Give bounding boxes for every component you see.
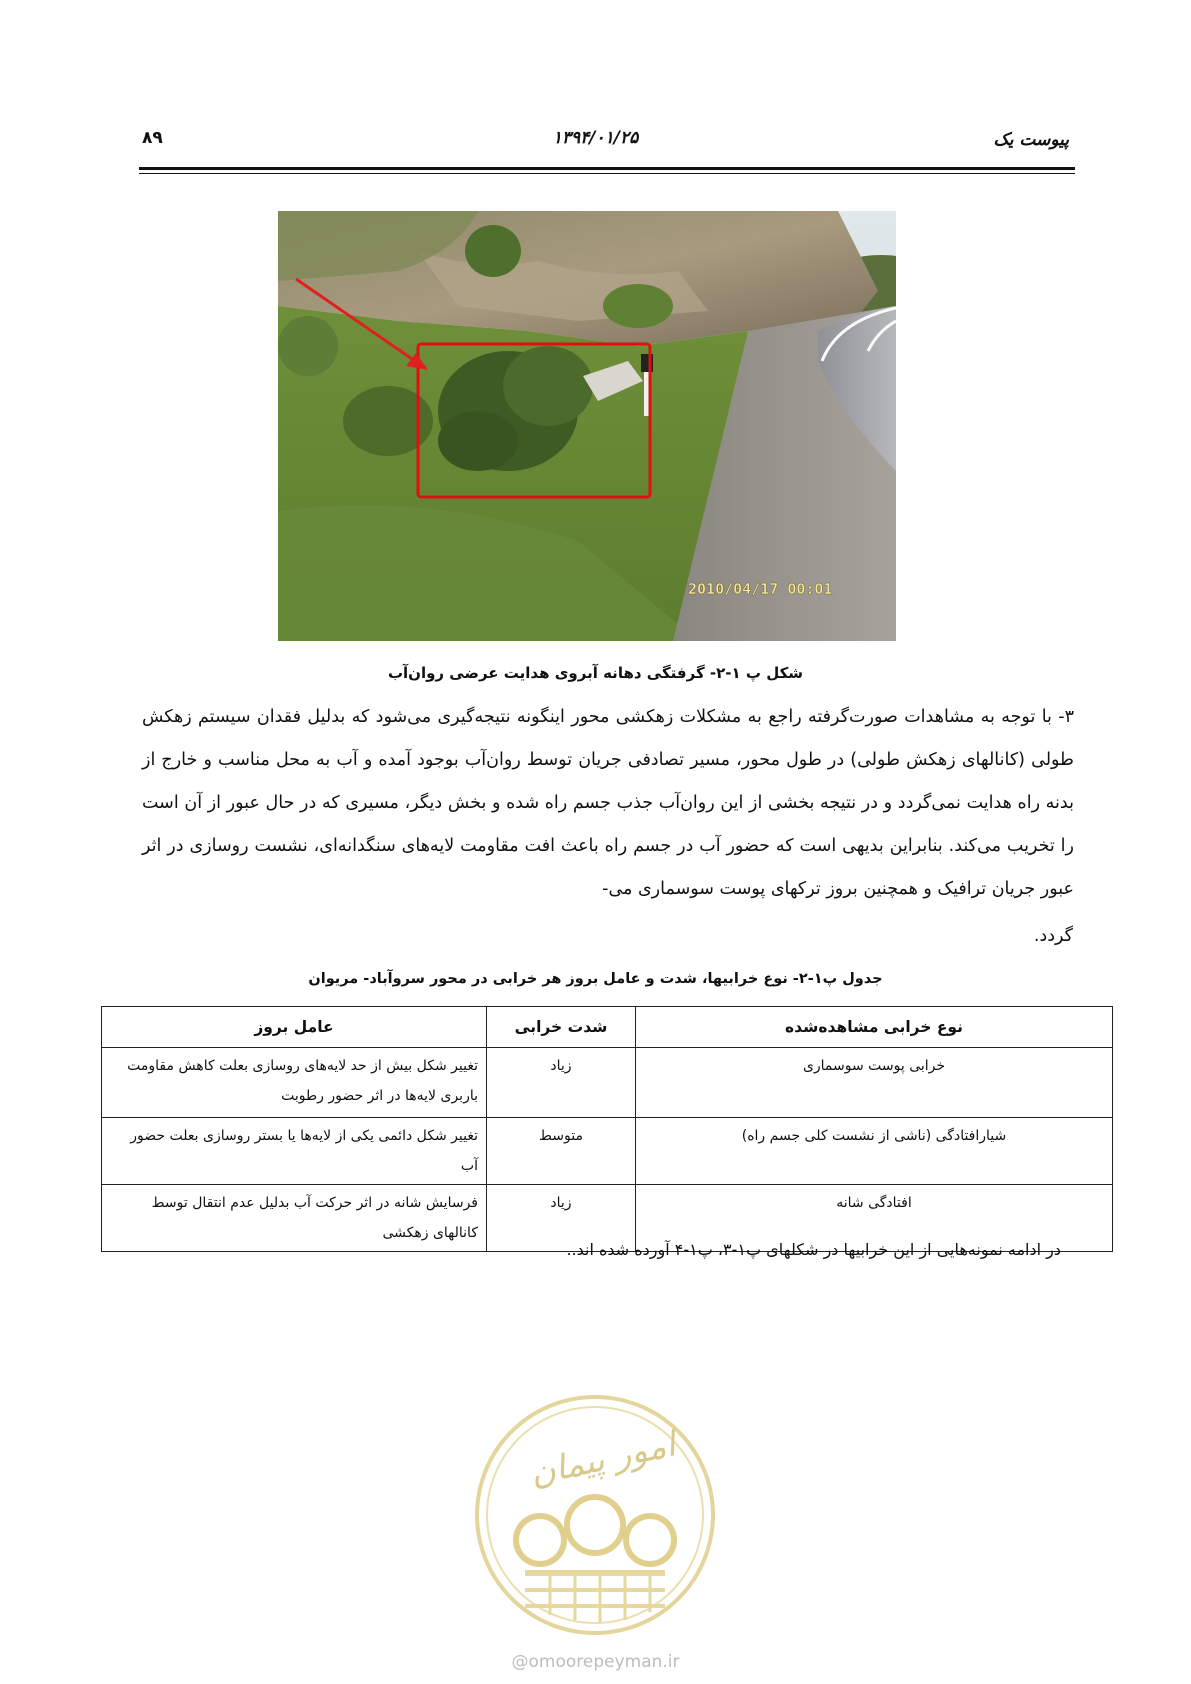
figure-caption: شکل پ ۱-۲- گرفتگی دهانه آبروی هدایت عرضی روان‌آب [387,664,804,682]
header-title: پیوست یک [993,130,1069,150]
roadside-photo [278,211,896,641]
table-row [102,1118,1113,1185]
table-row [102,1048,1113,1118]
damage-table [101,1006,1113,1252]
header-rule-thick [139,167,1075,170]
closing-sentence: در ادامه نمونه‌هایی از این خرابیها در شکلهای پ۱-۳، پ۱-۴ آورده شده اند.. [566,1240,1061,1259]
body-paragraph-last-line: گردد. [1033,926,1073,946]
watermark-logo-text: امور پیمان [526,1424,679,1495]
cell-damage-type: شیارافتادگی (ناشی از نشست کلی جسم راه) [636,1118,1113,1185]
cell-severity: زیاد [487,1048,636,1118]
header-date: ۱۳۹۴/۰۱/۲۵ [552,128,639,148]
photo-timestamp: 2010/04/17 00:01 [688,580,833,598]
cell-cause: تغییر شکل بیش از حد لایه‌های روسازی بعلت کاهش مقاومت باربری لایه‌ها در اثر حضور رطوبت [102,1048,487,1118]
watermark-url: @omoorepeyman.ir [511,1652,680,1672]
table-header-row [102,1007,1113,1048]
header-severity: شدت خرابی [487,1007,636,1048]
cell-cause: فرسایش شانه در اثر حرکت آب بدلیل عدم انتقال توسط کانالهای زهکشی [102,1185,487,1252]
table-caption: جدول پ۱-۲- نوع خرابیها، شدت و عامل بروز هر خرابی در محور سروآباد- مریوان [308,971,883,987]
cell-cause: تغییر شکل دائمی یکی از لایه‌ها یا بستر روسازی بعلت حضور آب [102,1118,487,1185]
watermark-seal-icon [470,1390,720,1640]
watermark-logo [470,1390,720,1640]
cell-severity: متوسط [487,1118,636,1185]
header-damage-type: نوع خرابی مشاهده‌شده [636,1007,1113,1048]
body-paragraph: ۳- با توجه به مشاهدات صورت‌گرفته راجع به مشکلات زهکشی محور اینگونه نتیجه‌گیری می‌شود که بدلیل فقدان سیستم زهکش طولی (کانالهای زهکش طولی) در طول محور، مسیر تصادفی جریان توسط روان‌آب بوجود آمده و آب به محل مناسب و خارج از بدنه راه هدایت نمی‌گردد و در نتیجه بخشی از این روان‌آب جذب جسم راه شده و بخش دیگر، مسیری که در حال عبور از آن است را تخریب می‌کند. بنابراین بدیهی است که حضور آب در جسم راه باعث افت مقاومت لایه‌های سنگدانه‌ای، نشست روسازی در اثر عبور جریان ترافیک و همچنین بروز ترکهای پوست سوسماری می- [142,707,1074,899]
header-rule-thin [139,173,1075,174]
page-number: ۸۹ [142,128,163,148]
cell-damage-type: خرابی پوست سوسماری [636,1048,1113,1118]
roadside-photo-image [278,211,896,641]
cell-severity: زیاد [487,1185,636,1252]
header-cause: عامل بروز [102,1007,487,1048]
cell-damage-type: افتادگی شانه [636,1185,1113,1252]
